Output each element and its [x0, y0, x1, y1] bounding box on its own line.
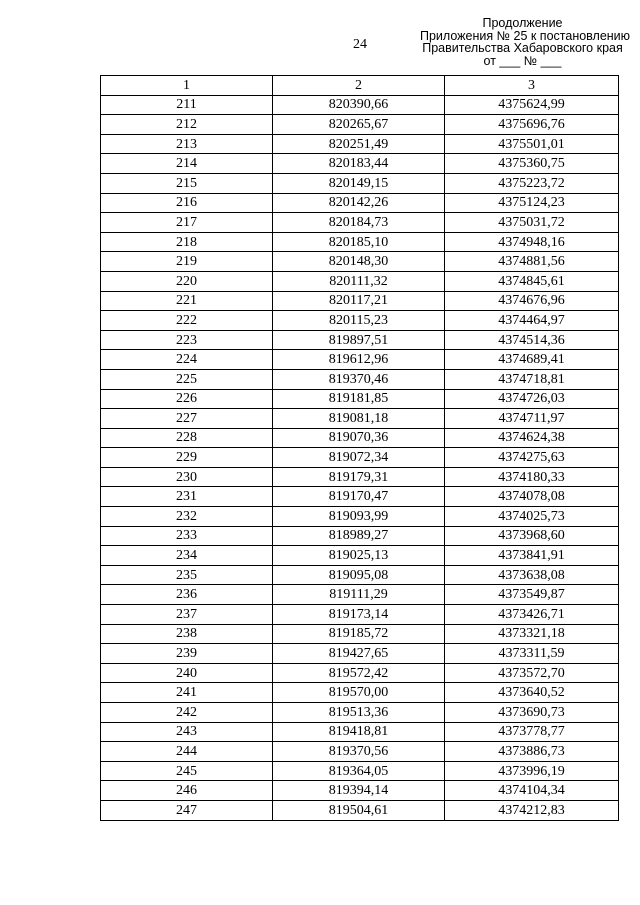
y-coordinate-cell: 4375360,75: [445, 154, 619, 174]
point-number-cell: 221: [101, 291, 273, 311]
y-coordinate-cell: 4374104,34: [445, 781, 619, 801]
y-coordinate-cell: 4373640,52: [445, 683, 619, 703]
y-coordinate-cell: 4374275,63: [445, 448, 619, 468]
y-coordinate-cell: 4374845,61: [445, 271, 619, 291]
point-number-cell: 240: [101, 663, 273, 683]
point-number-cell: 237: [101, 605, 273, 625]
table-row: [101, 271, 619, 291]
y-coordinate-cell: 4374689,41: [445, 350, 619, 370]
x-coordinate-cell: 820117,21: [273, 291, 445, 311]
x-coordinate-cell: 820183,44: [273, 154, 445, 174]
header-continuation: Продолжение: [482, 16, 563, 30]
table-row: [101, 663, 619, 683]
y-coordinate-cell: 4374726,03: [445, 389, 619, 409]
point-number-cell: 236: [101, 585, 273, 605]
table-row: [101, 291, 619, 311]
point-number-cell: 220: [101, 271, 273, 291]
point-number-cell: 213: [101, 134, 273, 154]
table-row: [101, 409, 619, 429]
header-date-number: от ___ № ___: [483, 53, 562, 68]
x-coordinate-cell: 820185,10: [273, 232, 445, 252]
x-coordinate-cell: 819427,65: [273, 644, 445, 664]
y-coordinate-cell: 4374464,97: [445, 311, 619, 331]
point-number-cell: 238: [101, 624, 273, 644]
point-number-cell: 222: [101, 311, 273, 331]
table-row: [101, 781, 619, 801]
y-coordinate-cell: 4374948,16: [445, 232, 619, 252]
point-number-cell: 214: [101, 154, 273, 174]
table-row: [101, 350, 619, 370]
table-row: [101, 252, 619, 272]
y-coordinate-cell: 4375031,72: [445, 213, 619, 233]
point-number-cell: 230: [101, 467, 273, 487]
y-coordinate-cell: 4373638,08: [445, 565, 619, 585]
x-coordinate-cell: 819504,61: [273, 800, 445, 820]
page-number: 24: [353, 37, 367, 52]
table-header-row: [101, 76, 619, 96]
y-coordinate-cell: 4373841,91: [445, 546, 619, 566]
point-number-cell: 246: [101, 781, 273, 801]
table-row: [101, 213, 619, 233]
x-coordinate-cell: 820115,23: [273, 311, 445, 331]
table-row: [101, 193, 619, 213]
y-coordinate-cell: 4374514,36: [445, 330, 619, 350]
point-number-cell: 218: [101, 232, 273, 252]
table-row: [101, 311, 619, 331]
y-coordinate-cell: 4374711,97: [445, 409, 619, 429]
point-number-cell: 217: [101, 213, 273, 233]
point-number-cell: 233: [101, 526, 273, 546]
y-coordinate-cell: 4375624,99: [445, 95, 619, 115]
table-row: [101, 565, 619, 585]
point-number-cell: 242: [101, 703, 273, 723]
y-coordinate-cell: 4374718,81: [445, 369, 619, 389]
x-coordinate-cell: 818989,27: [273, 526, 445, 546]
y-coordinate-cell: 4373549,87: [445, 585, 619, 605]
table-row: [101, 761, 619, 781]
x-coordinate-cell: 819897,51: [273, 330, 445, 350]
x-coordinate-cell: 820149,15: [273, 173, 445, 193]
y-coordinate-cell: 4375124,23: [445, 193, 619, 213]
column-header: 3: [445, 76, 619, 96]
y-coordinate-cell: 4374025,73: [445, 507, 619, 527]
point-number-cell: 219: [101, 252, 273, 272]
table-row: [101, 605, 619, 625]
y-coordinate-cell: 4374881,56: [445, 252, 619, 272]
x-coordinate-cell: 820265,67: [273, 115, 445, 135]
table-row: [101, 683, 619, 703]
table-row: [101, 154, 619, 174]
x-coordinate-cell: 819570,00: [273, 683, 445, 703]
y-coordinate-cell: 4374676,96: [445, 291, 619, 311]
point-number-cell: 244: [101, 742, 273, 762]
table-row: [101, 644, 619, 664]
y-coordinate-cell: 4374180,33: [445, 467, 619, 487]
x-coordinate-cell: 819093,99: [273, 507, 445, 527]
table-row: [101, 330, 619, 350]
point-number-cell: 243: [101, 722, 273, 742]
x-coordinate-cell: 819072,34: [273, 448, 445, 468]
x-coordinate-cell: 819111,29: [273, 585, 445, 605]
table-row: [101, 448, 619, 468]
x-coordinate-cell: 819572,42: [273, 663, 445, 683]
x-coordinate-cell: 820142,26: [273, 193, 445, 213]
point-number-cell: 234: [101, 546, 273, 566]
x-coordinate-cell: 819173,14: [273, 605, 445, 625]
table-row: [101, 389, 619, 409]
x-coordinate-cell: 819181,85: [273, 389, 445, 409]
table-row: [101, 546, 619, 566]
x-coordinate-cell: 820390,66: [273, 95, 445, 115]
y-coordinate-cell: 4373778,77: [445, 722, 619, 742]
point-number-cell: 216: [101, 193, 273, 213]
table-row: [101, 428, 619, 448]
x-coordinate-cell: 820148,30: [273, 252, 445, 272]
table-row: [101, 703, 619, 723]
table-row: [101, 742, 619, 762]
table-row: [101, 722, 619, 742]
x-coordinate-cell: 819179,31: [273, 467, 445, 487]
point-number-cell: 235: [101, 565, 273, 585]
point-number-cell: 212: [101, 115, 273, 135]
table-body: [101, 95, 619, 820]
point-number-cell: 247: [101, 800, 273, 820]
table-row: [101, 800, 619, 820]
point-number-cell: 224: [101, 350, 273, 370]
table-row: [101, 369, 619, 389]
y-coordinate-cell: 4374624,38: [445, 428, 619, 448]
table-row: [101, 115, 619, 135]
table-row: [101, 507, 619, 527]
point-number-cell: 245: [101, 761, 273, 781]
x-coordinate-cell: 819081,18: [273, 409, 445, 429]
x-coordinate-cell: 819070,36: [273, 428, 445, 448]
point-number-cell: 239: [101, 644, 273, 664]
x-coordinate-cell: 820184,73: [273, 213, 445, 233]
y-coordinate-cell: 4373311,59: [445, 644, 619, 664]
point-number-cell: 241: [101, 683, 273, 703]
y-coordinate-cell: 4375696,76: [445, 115, 619, 135]
y-coordinate-cell: 4373426,71: [445, 605, 619, 625]
table-row: [101, 232, 619, 252]
x-coordinate-cell: 819364,05: [273, 761, 445, 781]
x-coordinate-cell: 819394,14: [273, 781, 445, 801]
x-coordinate-cell: 819370,56: [273, 742, 445, 762]
table-row: [101, 173, 619, 193]
y-coordinate-cell: 4373572,70: [445, 663, 619, 683]
point-number-cell: 228: [101, 428, 273, 448]
y-coordinate-cell: 4373886,73: [445, 742, 619, 762]
x-coordinate-cell: 819418,81: [273, 722, 445, 742]
x-coordinate-cell: 819612,96: [273, 350, 445, 370]
y-coordinate-cell: 4373968,60: [445, 526, 619, 546]
point-number-cell: 211: [101, 95, 273, 115]
y-coordinate-cell: 4373996,19: [445, 761, 619, 781]
coordinates-table: [100, 75, 619, 821]
table-row: [101, 526, 619, 546]
x-coordinate-cell: 820251,49: [273, 134, 445, 154]
x-coordinate-cell: 819513,36: [273, 703, 445, 723]
table-row: [101, 585, 619, 605]
y-coordinate-cell: 4373321,18: [445, 624, 619, 644]
y-coordinate-cell: 4374078,08: [445, 487, 619, 507]
table-row: [101, 95, 619, 115]
header-authority: Правительства Хабаровского края: [422, 41, 623, 55]
column-header: 2: [273, 76, 445, 96]
point-number-cell: 226: [101, 389, 273, 409]
y-coordinate-cell: 4375501,01: [445, 134, 619, 154]
point-number-cell: 225: [101, 369, 273, 389]
point-number-cell: 227: [101, 409, 273, 429]
x-coordinate-cell: 819170,47: [273, 487, 445, 507]
y-coordinate-cell: 4374212,83: [445, 800, 619, 820]
document-header: [420, 16, 631, 68]
x-coordinate-cell: 819025,13: [273, 546, 445, 566]
x-coordinate-cell: 819370,46: [273, 369, 445, 389]
x-coordinate-cell: 820111,32: [273, 271, 445, 291]
point-number-cell: 223: [101, 330, 273, 350]
header-appendix-ref: Приложения № 25 к постановлению: [420, 28, 631, 43]
table-row: [101, 134, 619, 154]
table-row: [101, 467, 619, 487]
x-coordinate-cell: 819095,08: [273, 565, 445, 585]
point-number-cell: 231: [101, 487, 273, 507]
point-number-cell: 215: [101, 173, 273, 193]
x-coordinate-cell: 819185,72: [273, 624, 445, 644]
column-header: 1: [101, 76, 273, 96]
table-row: [101, 487, 619, 507]
point-number-cell: 229: [101, 448, 273, 468]
point-number-cell: 232: [101, 507, 273, 527]
table-row: [101, 624, 619, 644]
y-coordinate-cell: 4373690,73: [445, 703, 619, 723]
y-coordinate-cell: 4375223,72: [445, 173, 619, 193]
